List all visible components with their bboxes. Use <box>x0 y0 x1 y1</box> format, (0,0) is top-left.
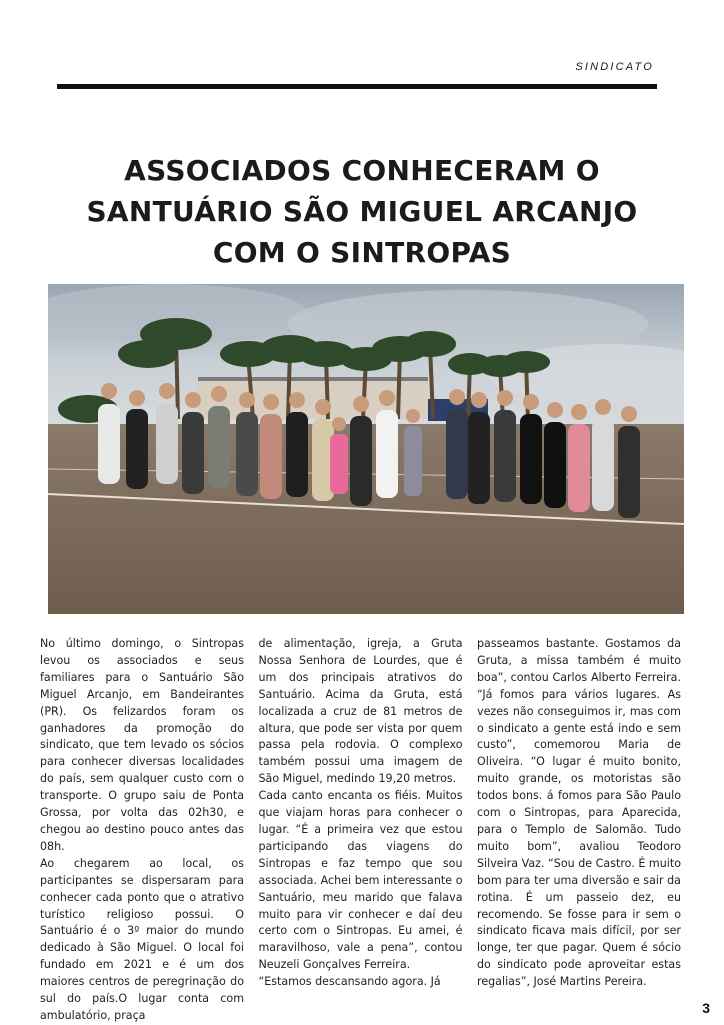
title-line-2: SANTUÁRIO SÃO MIGUEL ARCANJO <box>86 195 638 228</box>
paragraph: Ao chegarem ao local, os participantes se dispersaram para conhecer cada ponto que o atrativo turístico religioso possui. O Santuário é o 3º maior do mundo dedicado à São Miguel. O local foi fundado em 2021 e é um dos maiores centros de peregrinação do sul do país.O lugar conta com ambulatório, praça <box>40 856 244 1022</box>
paragraph: No último domingo, o Sintropas levou os associados e seus familiares para o Santuário São Miguel Arcanjo, em Bandeirantes (PR). Os felizardos foram os ganhadores da promoção do sindicato, que tem levado os sócios para conhecer diversas localidades do país, sem qualquer custo com o transporte. O grupo saiu de Ponta Grossa, por volta das 02h30, e chegou ao destino pouco antes das 08h. <box>40 637 244 853</box>
header-rule <box>57 84 657 89</box>
group-photo-icon <box>48 284 684 614</box>
article-body <box>40 636 681 1025</box>
title-line-1: ASSOCIADOS CONHECERAM O <box>124 154 600 187</box>
group-photo <box>48 284 684 614</box>
title-line-3: COM O SINTROPAS <box>212 236 512 269</box>
section-label: SINDICATO <box>575 61 654 73</box>
article-column-1 <box>40 636 244 1025</box>
paragraph: passeamos bastante. Gostamos da Gruta, a missa também é muito boa”, contou Carlos Alberto Ferreira. “Já fomos para vários lugares. As vezes não conseguimos ir, mas com o sindicato a gente está indo e sem custo”, comemorou Maria de Oliveira. “O lugar é muito bonito, muito grande, os motoristas são todos bons. á fomos para São Paulo com o Sintropas, para Aparecida, para o Templo de Salomão. Tudo muito bom”, avaliou Teodoro Silveira Vaz. “Sou de Castro. É muito bom para ter uma diversão e sair da rotina. É um passeio dez, eu recomendo. Se fosse para ir sem o sindicato ficava mais difícil, por ser longe, ter que pagar. Quem é sócio do sindicato pode aproveitar estas regalias”, José Martins Pereira. <box>477 637 681 989</box>
paragraph: “Estamos descansando agora. Já <box>258 975 441 989</box>
article-column-3 <box>477 636 681 1025</box>
article-column-2 <box>259 636 463 1025</box>
article-title <box>40 150 684 273</box>
page-number: 3 <box>702 1000 710 1016</box>
paragraph: Cada canto encanta os fiéis. Muitos que viajam horas para conhecer o lugar. “É a primeira vez que estou participando das viagens do Sintropas e faz tempo que sou associada. Achei bem interessante o Santuário, meu marido que falava muito para vir conhecer e daí deu certo com o Sintropas. Eu amei, é maravilhoso, vale a pena”, contou Neuzeli Gonçalves Ferreira. <box>258 789 463 972</box>
paragraph: de alimentação, igreja, a Gruta Nossa Senhora de Lourdes, que é um dos principais atrativos do Santuário. Acima da Gruta, está localizada a cruz de 81 metros de altura, que pode ser vista por quem passa pela rodovia. O complexo também possui uma imagem de São Miguel, medindo 19,20 metros. <box>258 637 463 786</box>
